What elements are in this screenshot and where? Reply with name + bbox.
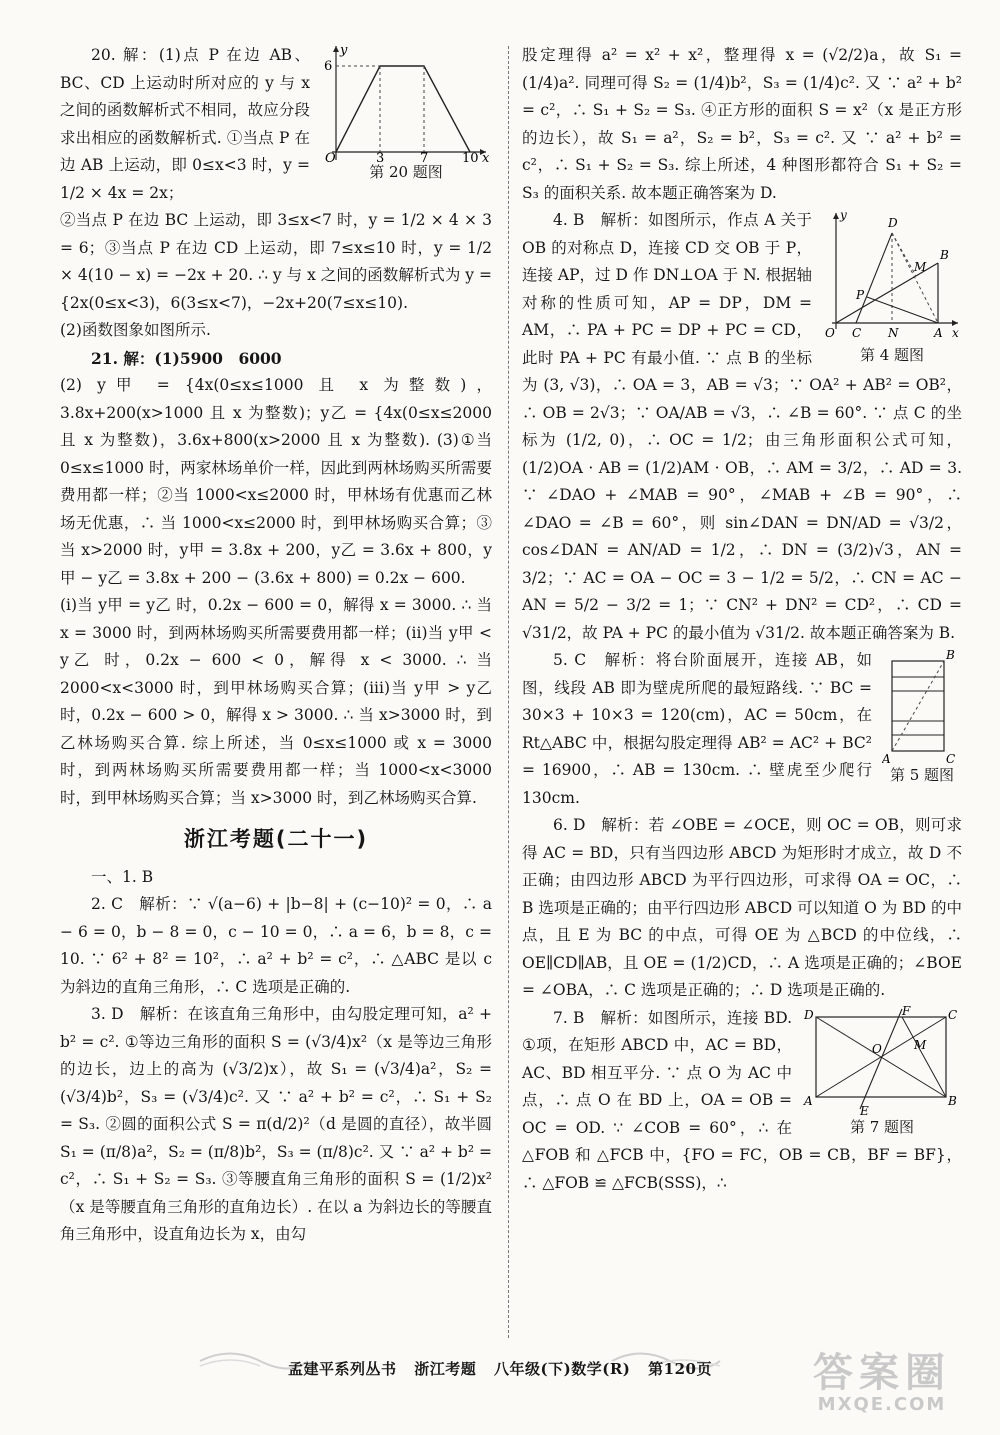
fig20-label-o: O [325, 151, 336, 162]
fig4-label-y: y [840, 208, 847, 222]
answer-3-continued: 股定理得 a² = x² + x²，整理得 x = (√2/2)a，故 S₁ = (1/4)a². 同理可得 S₂ = (1/4)b²，S₃ = (1/4)c². 又 ∵ a² + b² = c²，∴ S₁ + S₂ = S₃. ④正方形的面积 S = x²（x 是正方形的边长），故 S₁ = a²，S₂ = b²，S₃ = c². 又 ∵ a² + b² = c²，∴ S₁ + S₂ = S₃. 综上所述，4 种图形都符合 S₁ + S₂ = S₃ 的面积关系. 故本题正确答案为 D. [522, 46, 962, 202]
watermark [782, 1351, 982, 1421]
fig4-label-m: M [914, 260, 927, 274]
fig7-label-o: O [872, 1041, 882, 1056]
fig4-label-b: B [940, 248, 949, 262]
answer-21-part1: 21. 解：(1)5900 6000 [91, 348, 282, 368]
fig7-label-d: D [804, 1007, 814, 1022]
fig4-label-d: D [888, 216, 898, 230]
fig5-label-b: B [946, 648, 955, 662]
fig20-label-x: x [482, 151, 490, 162]
answer-20-part2: ②当点 P 在边 BC 上运动，即 3≤x<7 时，y = 1/2 × 4 × 3 = 6；③当点 P 在边 CD 上运动，即 7≤x≤10 时，y = 1/2 × 4(10 − x) = −2x + 20. ∴ y 与 x 之间的函数解析式为 y = {2x(0≤x<3)，6(3≤x<7)，−2x+20(7≤x≤10). [60, 211, 492, 312]
figure-20-graph [320, 42, 492, 162]
figure-20-caption: 第 20 题图 [369, 163, 443, 181]
right-column [522, 42, 962, 1197]
figure-4-caption: 第 4 题图 [859, 346, 925, 364]
figure-4-graph [822, 207, 962, 345]
fig5-label-a: A [882, 752, 891, 765]
answer-5: 5. C 解析：将台阶面展开，连接 AB，如图，线段 AB 即为壁虎所爬的最短路线. ∵ BC = 30×3 + 10×3 = 120(cm)，AC = 50cm，在 Rt△ABC 中，根据勾股定理得 AB² = AC² + BC² = 16900，∴ AB = 130cm. ∴ 壁虎至少爬行 130cm. [522, 651, 872, 807]
answer-21-part2: (2) y甲 = {4x(0≤x≤1000 且 x 为整数)，3.8x+200(x>1000 且 x 为整数)；y乙 = {4x(0≤x≤2000 且 x 为整数)，3.6x+800(x>2000 且 x 为整数). (3)①当 0≤x≤1000 时，两家林场单价一样，因此到两林场购买所需要费用都一样；②当 1000<x≤2000 时，甲林场有优惠而乙林场无优惠，∴ 当 1000<x≤2000 时，到甲林场购买合算；③当 x>2000 时，y甲 = 3.8x + 200，y乙 = 3.6x + 800，y甲 − y乙 = 3.8x + 200 − (3.6x + 800) = 0.2x − 600. [60, 376, 492, 587]
figure-7-graph [802, 1005, 962, 1117]
fig4-label-o: O [825, 326, 835, 340]
fig20-label-y: y [340, 43, 348, 58]
figure-7-caption: 第 7 题图 [849, 1117, 915, 1136]
answer-20-part1: 20. 解：(1)点 P 在边 AB、BC、CD 上运动时所对应的 y 与 x 之间的函数解析式不相同，故应分段求出相应的函数解析式. ①当点 P 在边 AB 上运动，即 0≤x<3 时，y = 1/2 × 4x = 2x； [60, 46, 310, 202]
answer-1: 一、1. B [91, 867, 154, 886]
footer-book: 浙江考题 [414, 1360, 477, 1378]
answer-4: 4. B 解析：如图所示，作点 A 关于 OB 的对称点 D，连接 CD 交 OB 于 P，连接 AP，过 D 作 DN⊥OA 于 N. 根据轴对称的性质可知，AP = DP，DM = AM，∴ PA + PC = DP + PC = CD，此时 PA + PC 有最小值. ∵ 点 B 的坐标为 (3, √3)，∴ OA = 3，AB = √3；∵ OA² + AB² = OB²，∴ OB = 2√3；∵ OA/AB = √3，∴ ∠B = 60°. ∵ 点 C 的坐标为 (1/2, 0)，∴ OC = 1/2；由三角形面积公式可知，(1/2)OA · AB = (1/2)AM · OB，∴ AM = 3/2，∴ AD = 3. ∵ ∠DAO + ∠MAB = 90°，∠MAB + ∠B = 90°，∴ ∠DAO = ∠B = 60°，则 sin∠DAN = DN/AD = √3/2，cos∠DAN = AN/AD = 1/2，∴ DN = (3/2)√3，AN = 3/2；∵ AC = OA − OC = 3 − 1/2 = 5/2，∴ CN = AC − AN = 5/2 − 3/2 = 1；∵ CN² + DN² = CD²，∴ CD = √31/2，故 PA + PC 的最小值为 √31/2. 故本题正确答案为 B. [522, 211, 962, 642]
fig7-label-f: F [902, 1004, 911, 1018]
answer-2: 2. C 解析：∵ √(a−6) + |b−8| + (c−10)² = 0，∴ a − 6 = 0，b − 8 = 0，c − 10 = 0，∴ a = 6，b = 8，c = 10. ∵ 6² + 8² = 10²，∴ a² + b² = c²，∴ △ABC 是以 c 为斜边的直角三角形，∴ C 选项是正确的. [60, 895, 492, 996]
fig20-label-3: 3 [376, 151, 385, 162]
fig7-label-b: B [948, 1093, 957, 1108]
fig4-label-n: N [888, 326, 899, 340]
figure-4 [822, 207, 962, 365]
section-title: 浙江考题(二十一) [183, 827, 369, 851]
fig4-label-c: C [852, 326, 862, 340]
fig7-label-c: C [948, 1007, 958, 1022]
fig7-label-m: M [914, 1037, 927, 1052]
footer-series: 孟建平系列丛书 [288, 1360, 397, 1378]
answer-20-part3: (2)函数图象如图所示. [60, 321, 211, 339]
footer-grade: 八年级(下)数学(R) [494, 1360, 631, 1378]
fig5-label-c: C [946, 752, 956, 765]
left-column [60, 42, 492, 1249]
fig20-label-7: 7 [420, 151, 429, 162]
fig7-label-e: E [860, 1103, 869, 1117]
column-divider [508, 46, 509, 1338]
figure-5-caption: 第 5 题图 [889, 766, 955, 784]
watermark-logo-text: 答案圈 [813, 1350, 951, 1396]
watermark-url: MXQE.COM [817, 1394, 947, 1415]
fig4-label-p: P [856, 288, 865, 302]
fig7-label-a: A [804, 1093, 813, 1108]
answer-7: 7. B 解析：如图所示，连接 BD. ①项，在矩形 ABCD 中，AC = BD，AC、BD 相互平分. ∵ 点 O 为 AC 中点，∴ 点 O 在 BD 上，OA = OB = OC = OD. ∵ ∠COB = 60°，∴ 在 △FOB 和 △FCB 中，{FO = FC，OB = CB，BF = BF}，∴ △FOB ≌ △FCB(SSS)，∴ [522, 1008, 962, 1192]
figure-20 [320, 42, 492, 182]
fig4-label-a: A [934, 326, 943, 340]
figure-5-graph [882, 647, 962, 765]
figure-7 [802, 1005, 962, 1137]
figure-5 [882, 647, 962, 785]
footer-page-number: 第120页 [648, 1360, 712, 1378]
fig20-label-10: 10 [462, 151, 479, 162]
answer-21-part3: (i)当 y甲 = y乙 时，0.2x − 600 = 0，解得 x = 3000. ∴ 当 x = 3000 时，到两林场购买所需要费用都一样；(ii)当 y甲 < y乙 时，0.2x − 600 < 0，解得 x < 3000. ∴ 当 2000<x<3000 时，到甲林场购买合算；(iii)当 y甲 > y乙 时，0.2x − 600 > 0，解得 x > 3000. ∴ 当 x>3000 时，到乙林场购买合算. 综上所述，当 0≤x≤1000 或 x = 3000 时，到两林场购买所需要费用都一样；当 1000<x<3000 时，到甲林场购买合算；当 x>3000 时，到乙林场购买合算. [60, 596, 492, 807]
fig20-label-6: 6 [324, 59, 333, 74]
answer-6: 6. D 解析：若 ∠OBE = ∠OCE，则 OC = OB，则可求得 AC = BD，只有当四边形 ABCD 为矩形时才成立，故 D 不正确；由四边形 ABCD 为平行四边形，可求得 OA = OC，∴ B 选项是正确的；由平行四边形 ABCD 可以知道 O 为 BD 的中点，且 E 为 BC 的中点，可得 OE 为 △BCD 的中位线，∴ OE∥CD∥AB，且 OE = (1/2)CD，∴ A 选项是正确的；∠BOE = ∠OBA，∴ C 选项是正确的；∴ D 选项是正确的. [522, 816, 962, 999]
fig4-label-x: x [952, 326, 959, 340]
answer-3: 3. D 解析：在该直角三角形中，由勾股定理可知，a² + b² = c². ①等边三角形的面积 S = (√3/4)x²（x 是等边三角形的边长，边上的高为 (√3/2)x），故 S₁ = (√3/4)a²，S₂ = (√3/4)b²，S₃ = (√3/4)c². 又 ∵ a² + b² = c²，∴ S₁ + S₂ = S₃. ②圆的面积公式 S = π(d/2)²（d 是圆的直径），故半圆 S₁ = (π/8)a²，S₂ = (π/8)b²，S₃ = (π/8)c². 又 ∵ a² + b² = c²，∴ S₁ + S₂ = S₃. ③等腰直角三角形的面积 S = (1/2)x²（x 是等腰直角三角形的直角边长）. 在以 a 为斜边长的等腰直角三角形中，设直角边长为 x，由勾 [60, 1005, 492, 1243]
